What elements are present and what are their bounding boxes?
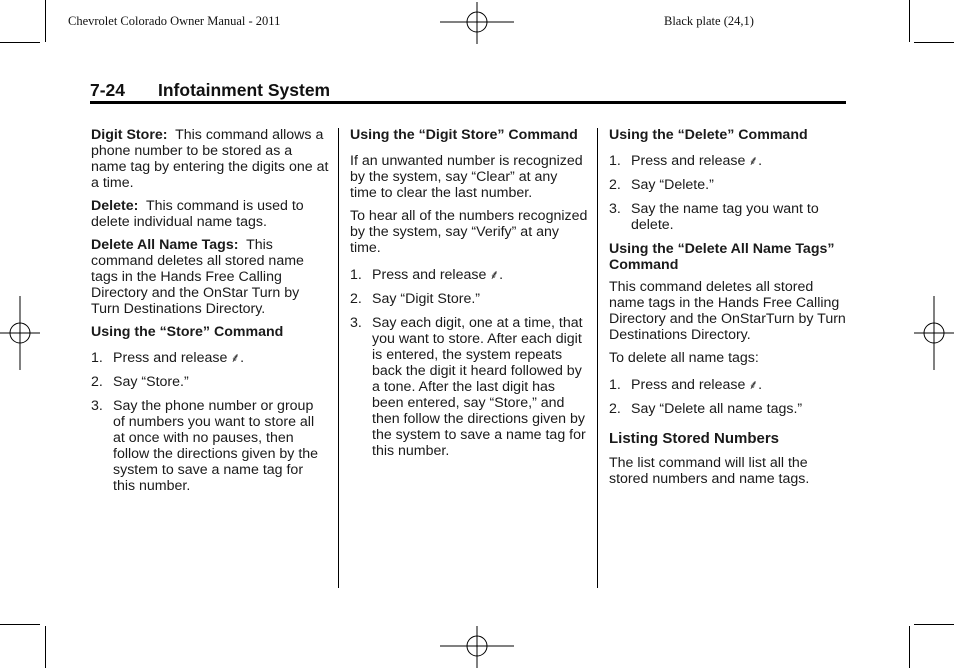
step-number: 2.: [609, 401, 621, 417]
steps-list: [609, 377, 846, 417]
step-text: Say the name tag you want to delete.: [631, 201, 819, 233]
step-number: 3.: [609, 201, 621, 217]
page-header: [90, 80, 846, 101]
step-number: 2.: [350, 291, 362, 307]
crop-mark: [0, 42, 40, 43]
steps-list: [350, 267, 588, 459]
subheading: Using the “Store” Command: [91, 324, 284, 340]
list-item: [350, 291, 588, 307]
step-number: 3.: [350, 315, 362, 331]
registration-mark-icon: [440, 626, 514, 668]
crop-mark: [0, 624, 40, 625]
list-item: [609, 401, 846, 417]
paragraph: [91, 198, 329, 230]
step-text: Say “Digit Store.”: [372, 291, 481, 307]
section-heading: Listing Stored Numbers: [609, 430, 780, 447]
crop-mark: [909, 0, 910, 42]
push-to-talk-voice-icon: ⸙: [489, 267, 500, 282]
list-item: [609, 177, 846, 193]
column-3: [609, 127, 846, 494]
paragraph: [91, 237, 329, 317]
column-1: [91, 127, 329, 502]
list-item: [609, 201, 846, 233]
step-number: 3.: [91, 398, 103, 414]
registration-mark-icon: [440, 2, 514, 44]
step-number: 1.: [350, 267, 362, 283]
step-text: Press and release ⸙.: [113, 350, 245, 366]
crop-mark: [909, 626, 910, 668]
step-label: Press and release: [631, 377, 746, 393]
section-title: Infotainment System: [158, 80, 331, 100]
term-label: Digit Store:: [91, 127, 168, 143]
steps-list: [609, 153, 846, 233]
step-text: Say “Store.”: [113, 374, 189, 390]
list-item: [350, 315, 588, 459]
term-text: This command allows a phone number to be stored as a name tag by entering the digits one at a time.: [91, 127, 329, 191]
registration-mark-icon: [914, 296, 954, 370]
list-item: [91, 350, 329, 366]
term-text: This command deletes all stored name tags in the Hands Free Calling Directory and the OnStar Turn by Turn Destinations Directory.: [91, 237, 304, 317]
column-divider: [597, 128, 598, 588]
step-label: Press and release: [372, 267, 487, 283]
subheading: Using the “Delete” Command: [609, 127, 808, 143]
list-item: [350, 267, 588, 283]
term-text: This command is used to delete individual name tags.: [91, 198, 304, 230]
term-label: Delete All Name Tags:: [91, 237, 239, 253]
step-label: Press and release: [631, 153, 746, 169]
step-text: Say “Delete all name tags.”: [631, 401, 803, 417]
plate-label: Black plate (24,1): [664, 14, 754, 28]
step-text: Say the phone number or group of numbers you want to store all at once with no pauses, then follow the directions given by the system to save a name tag for this number.: [113, 398, 319, 494]
list-item: [609, 377, 846, 393]
paragraph: The list command will list all the stored numbers and name tags.: [609, 455, 810, 487]
manual-title: Chevrolet Colorado Owner Manual - 2011: [68, 14, 281, 28]
steps-list: [91, 350, 329, 494]
subheading: Using the “Delete All Name Tags” Command: [609, 241, 835, 273]
list-item: [609, 153, 846, 169]
step-number: 1.: [609, 377, 621, 393]
push-to-talk-voice-icon: ⸙: [748, 153, 759, 168]
step-text: Say each digit, one at a time, that you want to store. After each digit is entered, the system repeats back the digit it heard followed by a tone. After the last digit has been entered, say “Store,” and then follow the directions given by the system to save a name tag for this number.: [372, 315, 586, 459]
push-to-talk-voice-icon: ⸙: [230, 350, 241, 365]
step-text: Say “Delete.”: [631, 177, 714, 193]
column-2: [350, 127, 588, 467]
list-item: [91, 374, 329, 390]
paragraph: To hear all of the numbers recognized by the system, say “Verify” at any time.: [350, 208, 588, 256]
paragraph: [91, 127, 329, 191]
column-divider: [338, 128, 339, 588]
paragraph: This command deletes all stored name tags in the Hands Free Calling Directory and the OnStarTurn by Turn Destinations Directory.: [609, 279, 846, 343]
step-label: Press and release: [113, 350, 228, 366]
crop-mark: [45, 626, 46, 668]
step-number: 1.: [91, 350, 103, 366]
paragraph: If an unwanted number is recognized by the system, say “Clear” at any time to clear the last number.: [350, 153, 583, 201]
step-text: Press and release ⸙.: [372, 267, 504, 283]
crop-mark: [914, 624, 954, 625]
crop-mark: [914, 42, 954, 43]
list-item: [91, 398, 329, 494]
term-label: Delete:: [91, 198, 139, 214]
header-rule: [90, 101, 846, 104]
step-number: 2.: [609, 177, 621, 193]
step-text: Press and release ⸙.: [631, 153, 763, 169]
crop-mark: [45, 0, 46, 42]
step-number: 2.: [91, 374, 103, 390]
step-number: 1.: [609, 153, 621, 169]
registration-mark-icon: [0, 296, 40, 370]
subheading: Using the “Digit Store” Command: [350, 127, 578, 143]
page-number: 7-24: [90, 80, 126, 100]
paragraph: To delete all name tags:: [609, 350, 759, 366]
push-to-talk-voice-icon: ⸙: [748, 377, 759, 392]
step-text: Press and release ⸙.: [631, 377, 763, 393]
